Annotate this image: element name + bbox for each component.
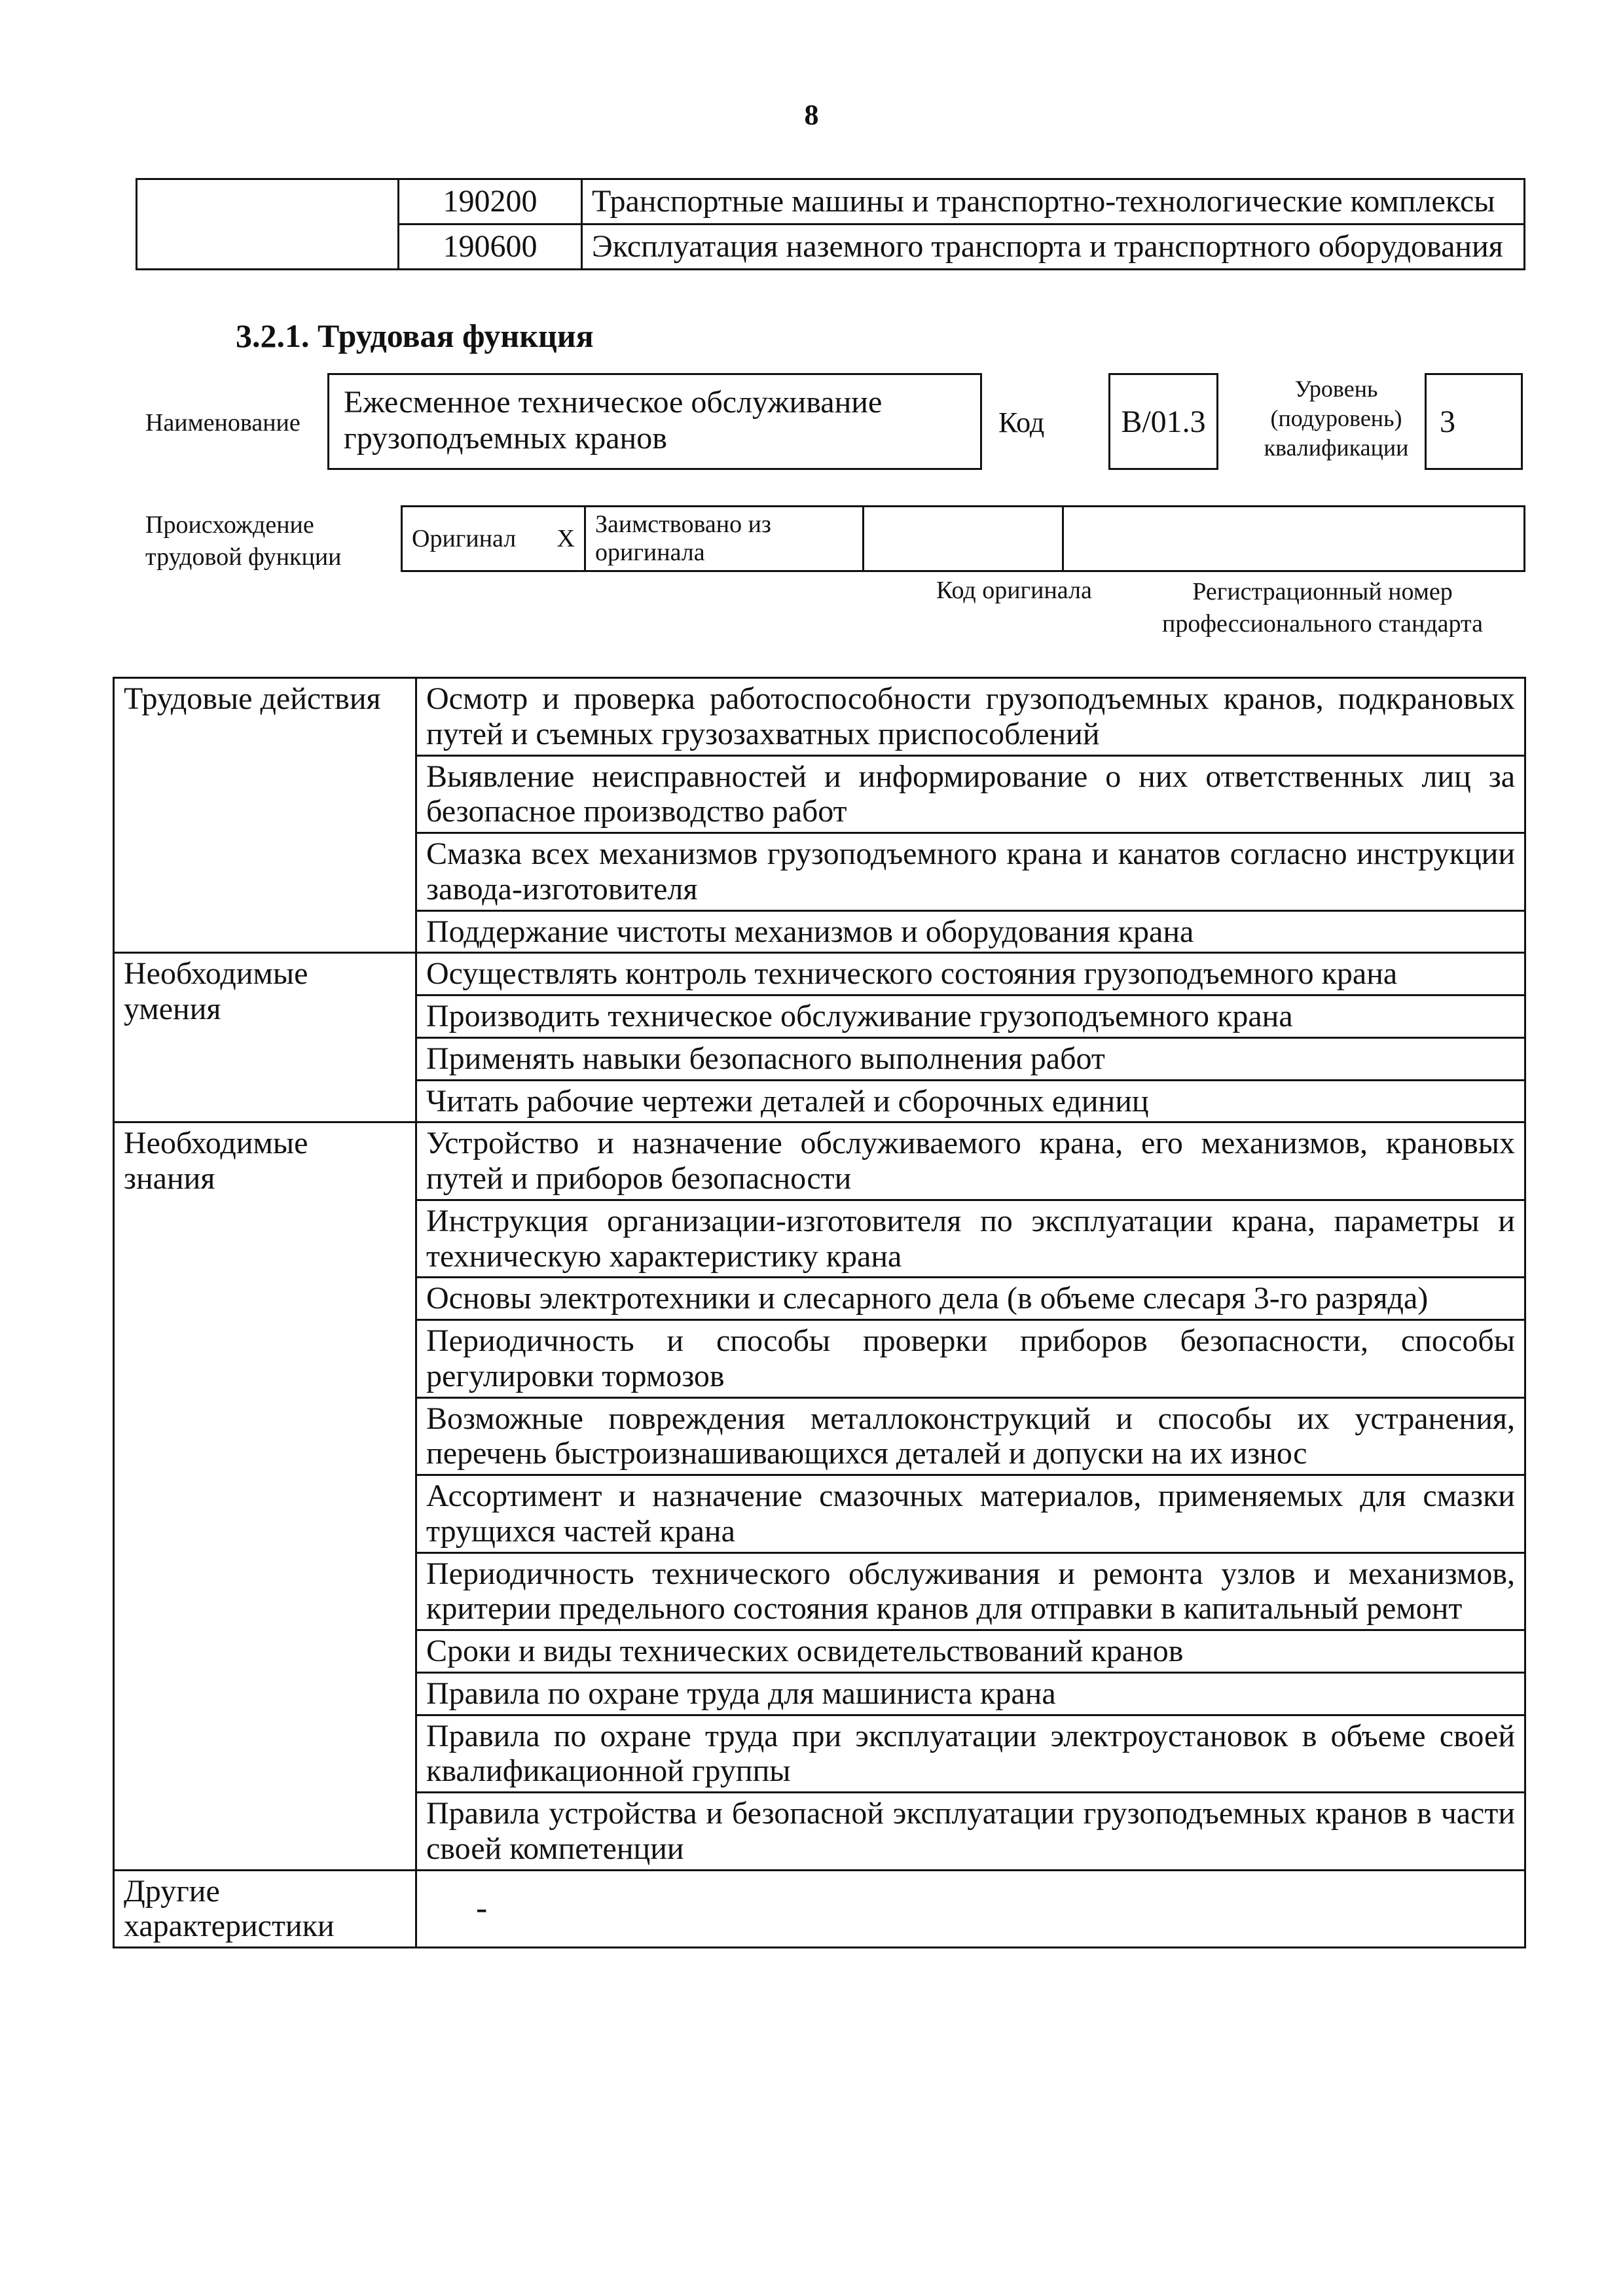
labor-actions-label: Трудовые действия xyxy=(114,678,416,953)
function-name: Ежесменное техническое обслуживание грузоподъемных кранов xyxy=(327,373,982,470)
other-characteristics-value: - xyxy=(416,1870,1525,1948)
required-skills-item: Применять навыки безопасного выполнения работ xyxy=(416,1037,1525,1080)
reg-number-cell xyxy=(1063,507,1525,571)
labor-actions-item: Смазка всех механизмов грузоподъемного крана и канатов согласно инструкции завода-изготовителя xyxy=(416,833,1525,911)
borrowed-label: Заимствовано из оригинала xyxy=(585,507,864,571)
required-skills-item: Читать рабочие чертежи деталей и сборочных единиц xyxy=(416,1080,1525,1122)
page-number: 8 xyxy=(804,99,819,131)
required-knowledge-item: Периодичность технического обслуживания и ремонта узлов и механизмов, критерии предельного состояния кранов для отправки в капитальный ремонт xyxy=(416,1552,1525,1630)
name-label: Наименование xyxy=(145,409,301,437)
labor-actions-item: Поддержание чистоты механизмов и оборудования крана xyxy=(416,910,1525,953)
specialty-table xyxy=(136,178,1525,270)
specialty-code: 190200 xyxy=(399,179,582,224)
required-knowledge-item: Устройство и назначение обслуживаемого крана, его механизмов, крановых путей и приборов безопасности xyxy=(416,1122,1525,1200)
original-code-cell xyxy=(864,507,1063,571)
labor-function-table xyxy=(113,677,1526,1948)
labor-actions-item: Выявление неисправностей и информирование о них ответственных лиц за безопасное производство работ xyxy=(416,755,1525,833)
required-knowledge-item: Правила по охране труда для машиниста крана xyxy=(416,1672,1525,1715)
required-skills-item: Производить техническое обслуживание грузоподъемного крана xyxy=(416,996,1525,1038)
reg-number-label: Регистрационный номер профессионального стандарта xyxy=(1162,578,1483,638)
required-knowledge-item: Инструкция организации-изготовителя по эксплуатации крана, параметры и техническую характеристику крана xyxy=(416,1200,1525,1278)
table-row xyxy=(402,507,1525,571)
table-row xyxy=(137,179,1525,224)
specialty-name: Эксплуатация наземного транспорта и транспортного оборудования xyxy=(582,224,1525,269)
table-row xyxy=(114,678,1525,756)
original-code-label: Код оригинала xyxy=(936,577,1092,604)
origin-label: Происхождение трудовой функции xyxy=(145,511,342,571)
original-label: Оригинал xyxy=(402,507,533,571)
other-characteristics-label: Другие характеристики xyxy=(114,1870,416,1948)
code-label: Код xyxy=(998,406,1045,439)
required-skills-label: Необходимые умения xyxy=(114,953,416,1122)
required-knowledge-item: Правила по охране труда при эксплуатации электроустановок в объеме своей квалификационной группы xyxy=(416,1715,1525,1793)
required-knowledge-item: Правила устройства и безопасной эксплуатации грузоподъемных кранов в части своей компетенции xyxy=(416,1793,1525,1871)
table-row xyxy=(114,1870,1525,1948)
empty-cell xyxy=(137,179,399,270)
specialty-name: Транспортные машины и транспортно-технологические комплексы xyxy=(582,179,1525,224)
required-knowledge-item: Ассортимент и назначение смазочных материалов, применяемых для смазки трущихся частей крана xyxy=(416,1475,1525,1553)
required-knowledge-label: Необходимые знания xyxy=(114,1122,416,1870)
qualification-level: 3 xyxy=(1425,373,1523,470)
table-row xyxy=(114,953,1525,996)
table-row xyxy=(114,1122,1525,1200)
original-mark: X xyxy=(533,507,585,571)
origin-table xyxy=(401,505,1525,572)
required-knowledge-item: Периодичность и способы проверки приборов безопасности, способы регулировки тормозов xyxy=(416,1320,1525,1398)
section-title: 3.2.1. Трудовая функция xyxy=(236,317,594,354)
required-knowledge-item: Сроки и виды технических освидетельствований кранов xyxy=(416,1630,1525,1673)
specialty-code: 190600 xyxy=(399,224,582,269)
level-label: Уровень (подуровень) квалификации xyxy=(1264,376,1409,461)
labor-actions-item: Осмотр и проверка работоспособности грузоподъемных кранов, подкрановых путей и съемных грузозахватных приспособлений xyxy=(416,678,1525,756)
required-skills-item: Осуществлять контроль технического состояния грузоподъемного крана xyxy=(416,953,1525,996)
required-knowledge-item: Основы электротехники и слесарного дела (в объеме слесаря 3-го разряда) xyxy=(416,1278,1525,1320)
function-code: B/01.3 xyxy=(1108,373,1218,470)
required-knowledge-item: Возможные повреждения металлоконструкций и способы их устранения, перечень быстроизнашивающихся деталей и допуски на их износ xyxy=(416,1397,1525,1475)
